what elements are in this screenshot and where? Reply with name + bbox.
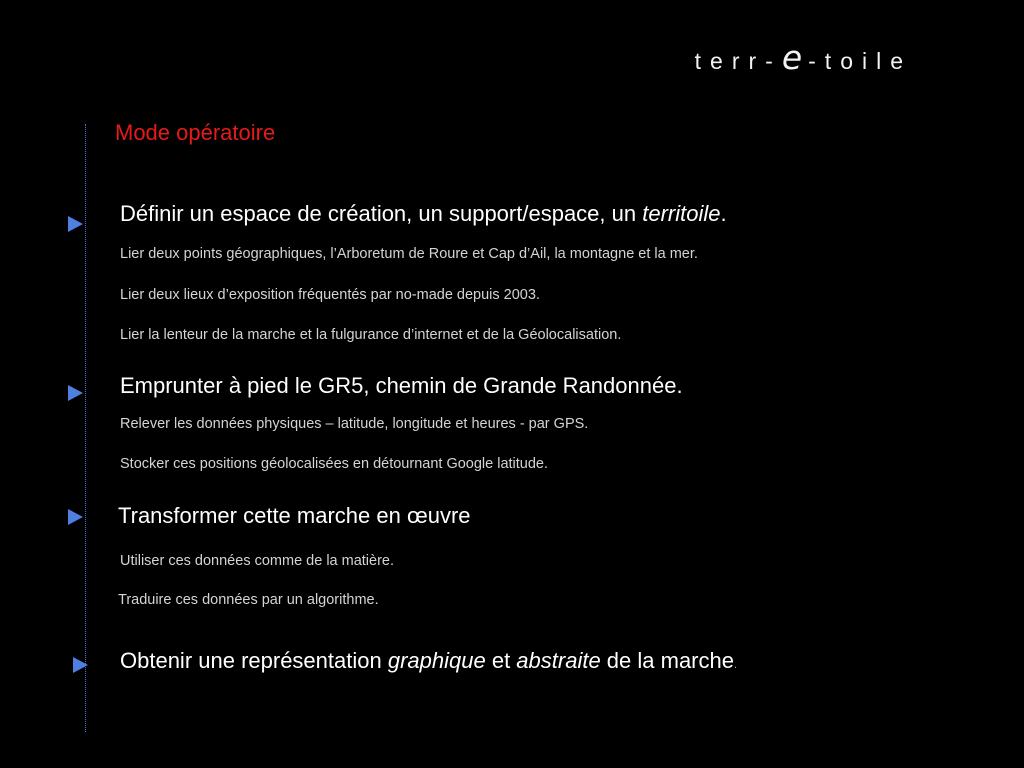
item-heading-4-text-b: et bbox=[485, 648, 517, 673]
bullet-triangle-icon bbox=[73, 657, 88, 673]
item-heading-3: Transformer cette marche en œuvre bbox=[118, 503, 471, 528]
item-heading-4-text-a: Obtenir une représentation bbox=[120, 648, 388, 673]
bullet-triangle-icon bbox=[68, 216, 83, 232]
item-heading-4-emphasis-2: abstraite bbox=[516, 648, 601, 673]
item-heading-1-emphasis: territoile bbox=[642, 201, 721, 226]
bullet-triangle-icon bbox=[68, 509, 83, 525]
item-2-detail-2: Stocker ces positions géolocalisées en détournant Google latitude. bbox=[120, 456, 549, 472]
brand-suffix: -toile bbox=[808, 48, 912, 74]
vertical-dotted-divider bbox=[85, 124, 86, 732]
item-heading-4-emphasis-1: graphique bbox=[387, 648, 486, 673]
item-3-detail-2: Traduire ces données par un algorithme. bbox=[118, 592, 379, 608]
item-1-detail-3: Lier la lenteur de la marche et la fulgurance d’internet et de la Géolocalisation. bbox=[120, 327, 622, 343]
bullet-triangle-icon bbox=[68, 385, 83, 401]
section-title: Mode opératoire bbox=[115, 120, 276, 145]
brand-prefix: terr- bbox=[694, 48, 782, 74]
item-heading-1-end: . bbox=[720, 201, 727, 226]
item-heading-4 bbox=[120, 648, 737, 674]
item-heading-4-text-c: de la marche bbox=[600, 648, 734, 673]
brand-title bbox=[695, 40, 912, 79]
item-heading-4-dot: . bbox=[733, 659, 738, 671]
item-heading-1-text: Définir un espace de création, un support/espace, un bbox=[120, 201, 643, 226]
brand-accent-letter: e bbox=[781, 38, 809, 77]
item-heading-1 bbox=[120, 201, 727, 227]
item-3-detail-1: Utiliser ces données comme de la matière. bbox=[120, 553, 395, 569]
item-2-detail-1: Relever les données physiques – latitude, longitude et heures - par GPS. bbox=[120, 416, 589, 432]
item-heading-2: Emprunter à pied le GR5, chemin de Grande Randonnée. bbox=[120, 373, 683, 398]
item-1-detail-2: Lier deux lieux d’exposition fréquentés par no-made depuis 2003. bbox=[120, 287, 540, 303]
item-1-detail-1: Lier deux points géographiques, l’Arboretum de Roure et Cap d’Ail, la montagne et la mer. bbox=[120, 246, 698, 262]
